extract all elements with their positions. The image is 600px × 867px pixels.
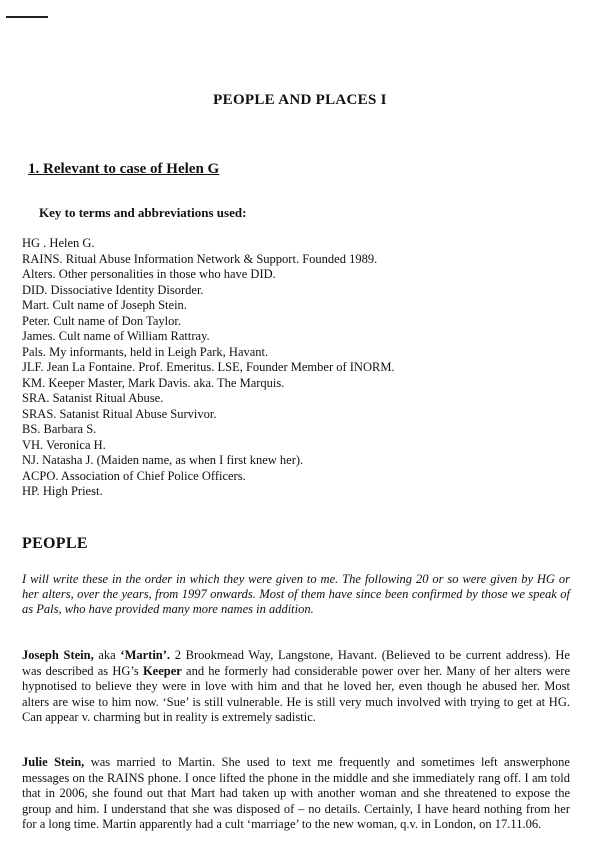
abbreviation-item: HG . Helen G. [22, 236, 95, 250]
person-name: Julie Stein, [22, 755, 85, 769]
abbreviation-item: ACPO. Association of Chief Police Officers. [22, 468, 246, 483]
person-role: Keeper [142, 663, 182, 678]
abbreviation-item: Pals. My informants, held in Leigh Park, Havant. [22, 344, 269, 359]
abbreviation-item: KM. Keeper Master, Mark Davis. aka. The Marquis. [22, 375, 285, 390]
person-entry-julie-stein [22, 755, 570, 833]
people-intro: I will write these in the order in which they were given to me. The following 20 or so were given by HG or her alters, over the years, from 1997 onwards. Most of them have since been confirmed by those we speak of as Pals, who have provided many more names in addition. [22, 572, 570, 616]
person-name: Joseph Stein, [22, 648, 94, 662]
abbreviation-item: SRAS. Satanist Ritual Abuse Survivor. [22, 406, 217, 421]
abbreviation-item: JLF. Jean La Fontaine. Prof. Emeritus. LSE, Founder Member of INORM. [22, 360, 395, 374]
abbreviation-item: James. Cult name of William Rattray. [22, 329, 210, 343]
person-description: 2 Brookmead Way, Langstone, Havant. (Believed to be current address). He was described as HG’s [22, 648, 570, 678]
page-title: PEOPLE AND PLACES I [213, 92, 387, 108]
abbreviation-item: Peter. Cult name of Don Taylor. [22, 313, 181, 328]
abbreviation-item: RAINS. Ritual Abuse Information Network & Support. Founded 1989. [22, 251, 378, 266]
abbreviation-item: Alters. Other personalities in those who have DID. [22, 267, 276, 281]
abbreviation-item: VH. Veronica H. [22, 437, 106, 452]
person-entry-joseph-stein [22, 648, 570, 726]
abbreviation-item: Mart. Cult name of Joseph Stein. [22, 298, 187, 312]
section-heading-helen-g: 1. Relevant to case of Helen G [28, 161, 220, 177]
aka-prefix: aka [93, 648, 121, 662]
scan-corner-mark [6, 16, 48, 18]
abbreviations-heading: Key to terms and abbreviations used: [39, 205, 247, 220]
person-description-cont: and he formerly had considerable power over her. Many of her alters were hypnotised to believe they were in love with him and that he loved her, even though he abused her. Most alters are wise to him now. ‘Sue’ is still vulnerable. He is still very much involved with trying to get at HG. Can appear v. charming but in reality is extremely sadistic. [22, 663, 570, 724]
abbreviation-item: NJ. Natasha J. (Maiden name, as when I first knew her). [22, 453, 304, 467]
people-heading: PEOPLE [22, 535, 88, 552]
abbreviation-item: BS. Barbara S. [22, 422, 97, 436]
person-description: was married to Martin. She used to text me frequently and sometimes left answerphone messages on the RAINS phone. I once lifted the phone in the middle and she immediately rang off. I am told that in 2006, she found out that Mart had taken up with another woman and she threatened to expose the group and him. I understand that she was disposed of – no details. Certainly, I have heard nothing from her for a long time. Martin apparently had a cult ‘marriage’ to the new woman, q.v. in London, on 17.11.06. [22, 755, 570, 831]
abbreviation-item: HP. High Priest. [22, 484, 103, 498]
abbreviations-list [22, 236, 395, 500]
abbreviation-item: DID. Dissociative Identity Disorder. [22, 282, 204, 297]
person-aka: ‘Martin’. [120, 648, 171, 662]
abbreviation-item: SRA. Satanist Ritual Abuse. [22, 391, 164, 405]
